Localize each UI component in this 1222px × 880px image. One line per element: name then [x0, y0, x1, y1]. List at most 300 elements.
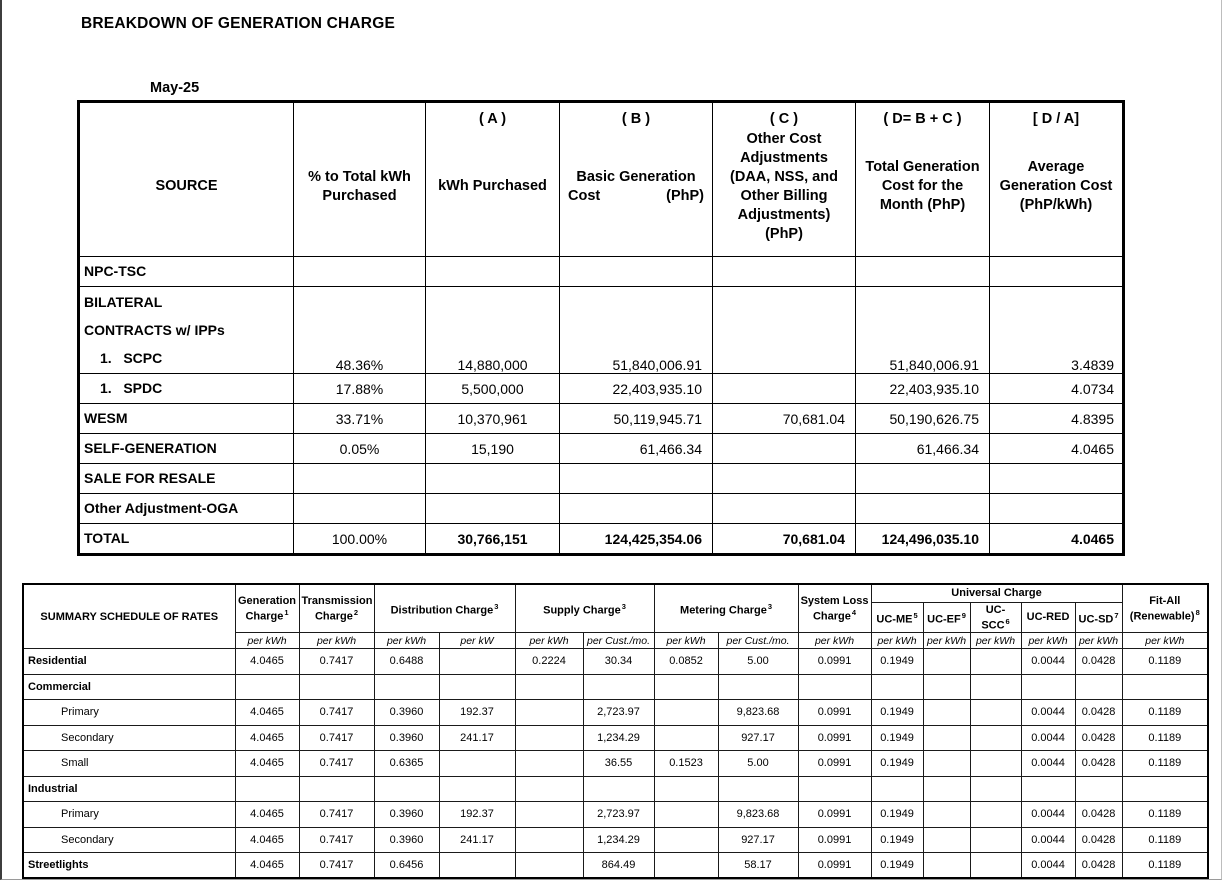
rate-value-cell: 0.0044 [1021, 700, 1075, 726]
other-cell: 70,681.04 [713, 404, 856, 434]
kwh-cell: 10,370,961 [426, 404, 560, 434]
col-label: Total Generation Cost for the Month (PhP) [865, 159, 980, 213]
rate-value-cell: 0.2224 [515, 649, 583, 675]
rate-value-cell: 4.0465 [235, 725, 299, 751]
rate-value-cell [515, 802, 583, 828]
rate-value-cell [1122, 776, 1208, 802]
rate-value-cell: 0.1949 [871, 853, 923, 879]
unit-cell: per kWh [970, 633, 1021, 649]
col-label: Metering Charge [680, 604, 767, 617]
rate-value-cell: 0.1189 [1122, 725, 1208, 751]
rate-value-cell: 0.7417 [299, 827, 374, 853]
pct-cell: 100.00% [294, 524, 426, 555]
col-label: UC-RED [1026, 611, 1070, 624]
basic-cell [560, 257, 713, 287]
rate-value-cell [439, 853, 515, 879]
col-tag: [ D / A] [1032, 110, 1080, 127]
unit-cell: per kWh [871, 633, 923, 649]
rate-value-cell: 0.7417 [299, 700, 374, 726]
rate-value-cell: 0.3960 [374, 802, 439, 828]
rate-value-cell: 927.17 [718, 827, 798, 853]
rate-value-cell: 0.0044 [1021, 649, 1075, 675]
other-cell: 70,681.04 [713, 524, 856, 555]
source-label: SALE FOR RESALE [84, 470, 216, 486]
other-cell [713, 464, 856, 494]
kwh-cell: 15,190 [426, 434, 560, 464]
rate-value-cell: 0.0428 [1075, 827, 1122, 853]
pct-cell: 48.36% [294, 287, 426, 374]
basic-cost-label-line1: Basic Generation [576, 168, 696, 185]
total-cell [856, 494, 990, 524]
period-label: May-25 [150, 80, 200, 96]
unit-cell: per kWh [374, 633, 439, 649]
rate-value-cell [654, 802, 718, 828]
other-cell [713, 494, 856, 524]
col-transmission-charge [299, 584, 374, 633]
source-cell [79, 524, 294, 555]
rate-value-cell [970, 700, 1021, 726]
col-label: Supply Charge [543, 604, 621, 617]
rate-value-cell: 0.1949 [871, 751, 923, 777]
generation-table-row [79, 287, 1124, 374]
rate-value-cell: 9,823.68 [718, 700, 798, 726]
pct-cell: 33.71% [294, 404, 426, 434]
rate-value-cell: 0.7417 [299, 802, 374, 828]
footnote-marker: 2 [353, 607, 359, 617]
col-generation-charge [235, 584, 299, 633]
total-cell [856, 257, 990, 287]
rate-value-cell: 0.3960 [374, 725, 439, 751]
rate-value-cell: 0.0428 [1075, 649, 1122, 675]
col-uc-ef [923, 602, 970, 633]
col-label: Generation Charge [237, 594, 297, 623]
col-tag: ( C ) [769, 110, 799, 127]
rate-value-cell [798, 776, 871, 802]
source-cell [79, 434, 294, 464]
kwh-cell [426, 494, 560, 524]
col-header-kwh-purchased [426, 102, 560, 257]
rate-value-cell: 0.1189 [1122, 853, 1208, 879]
other-cell [713, 287, 856, 374]
rate-value-cell: 5.00 [718, 751, 798, 777]
basic-cell: 61,466.34 [560, 434, 713, 464]
rate-value-cell: 0.1949 [871, 725, 923, 751]
col-tag [80, 104, 293, 130]
basic-cell [560, 494, 713, 524]
rate-value-cell [515, 827, 583, 853]
avg-cell [990, 257, 1124, 287]
rate-value-cell [374, 776, 439, 802]
rate-value-cell: 0.0044 [1021, 751, 1075, 777]
rate-value-cell [374, 674, 439, 700]
source-label: BILATERAL [84, 294, 163, 310]
col-label: Average Generation Cost (PhP/kWh) [999, 159, 1113, 213]
kwh-cell: 30,766,151 [426, 524, 560, 555]
total-cell: 22,403,935.10 [856, 374, 990, 404]
rate-value-cell [299, 674, 374, 700]
basic-cell: 124,425,354.06 [560, 524, 713, 555]
unit-cell: per kWh [235, 633, 299, 649]
rate-value-cell [970, 674, 1021, 700]
rate-value-cell: 0.7417 [299, 649, 374, 675]
rate-value-cell: 241.17 [439, 827, 515, 853]
rate-value-cell: 5.00 [718, 649, 798, 675]
rate-value-cell: 0.1189 [1122, 802, 1208, 828]
rate-class-label: Residential [23, 649, 235, 675]
unit-cell: per kWh [1075, 633, 1122, 649]
rate-value-cell [515, 776, 583, 802]
rate-value-cell [970, 751, 1021, 777]
avg-cell [990, 464, 1124, 494]
rate-value-cell: 0.0991 [798, 725, 871, 751]
rate-value-cell [923, 827, 970, 853]
basic-cost-label-php: (PhP) [666, 187, 704, 204]
source-label: 1. SPDC [100, 380, 163, 396]
rate-value-cell [235, 776, 299, 802]
rate-value-cell: 0.0991 [798, 827, 871, 853]
rate-value-cell: 0.7417 [299, 853, 374, 879]
rate-value-cell [923, 853, 970, 879]
rate-value-cell [515, 853, 583, 879]
rate-value-cell [1021, 776, 1075, 802]
rate-value-cell [515, 725, 583, 751]
rate-value-cell: 0.0428 [1075, 725, 1122, 751]
generation-table-row [79, 374, 1124, 404]
rate-value-cell [923, 649, 970, 675]
col-header-total-generation-cost [856, 102, 990, 257]
unit-cell: per kWh [1122, 633, 1208, 649]
rate-value-cell: 0.1189 [1122, 700, 1208, 726]
source-cell [79, 494, 294, 524]
col-header-source [79, 102, 294, 257]
col-metering-charge [654, 584, 798, 633]
col-group-universal-charge [871, 584, 1122, 602]
rate-class-label: Small [23, 751, 235, 777]
source-label: TOTAL [84, 530, 130, 546]
col-tag: ( D= B + C ) [883, 110, 962, 127]
rate-value-cell [515, 751, 583, 777]
basic-cost-label-cost: Cost [568, 187, 601, 204]
generation-table-row [79, 404, 1124, 434]
rate-value-cell: 0.0428 [1075, 751, 1122, 777]
rate-value-cell: 0.1523 [654, 751, 718, 777]
source-label: WESM [84, 410, 128, 426]
rate-class-label: Commercial [23, 674, 235, 700]
rate-value-cell [923, 776, 970, 802]
col-uc-me [871, 602, 923, 633]
rate-value-cell: 36.55 [583, 751, 654, 777]
rates-table-row [23, 802, 1208, 828]
col-label: UC-ME [876, 613, 913, 626]
rate-value-cell: 1,234.29 [583, 725, 654, 751]
pct-cell [294, 494, 426, 524]
rate-value-cell [970, 853, 1021, 879]
rate-value-cell [654, 853, 718, 879]
rate-value-cell [1075, 674, 1122, 700]
rate-value-cell [718, 776, 798, 802]
rate-value-cell: 0.6488 [374, 649, 439, 675]
col-label: kWh Purchased [438, 178, 547, 194]
rate-class-label: Primary [23, 802, 235, 828]
generation-table-row [79, 494, 1124, 524]
basic-cell: 22,403,935.10 [560, 374, 713, 404]
rate-value-cell: 4.0465 [235, 649, 299, 675]
rate-value-cell [515, 674, 583, 700]
rate-value-cell: 0.0428 [1075, 700, 1122, 726]
rate-value-cell: 0.1949 [871, 827, 923, 853]
rate-value-cell: 4.0465 [235, 751, 299, 777]
rate-value-cell: 0.0991 [798, 700, 871, 726]
total-cell [856, 464, 990, 494]
rate-class-label: Primary [23, 700, 235, 726]
rate-value-cell [970, 725, 1021, 751]
rate-value-cell [871, 674, 923, 700]
pct-cell [294, 257, 426, 287]
unit-cell: per kWh [515, 633, 583, 649]
source-label: NPC-TSC [84, 263, 147, 279]
rate-value-cell: 0.0044 [1021, 725, 1075, 751]
page-title: BREAKDOWN OF GENERATION CHARGE [81, 15, 395, 32]
rate-value-cell: 4.0465 [235, 853, 299, 879]
pct-cell: 0.05% [294, 434, 426, 464]
unit-cell: per kWh [654, 633, 718, 649]
source-label: 1. SCPC [100, 350, 163, 366]
rate-value-cell: 0.0991 [798, 802, 871, 828]
rate-value-cell: 0.7417 [299, 725, 374, 751]
rate-class-label: Streetlights [23, 853, 235, 879]
col-label: SOURCE [155, 178, 218, 194]
rate-value-cell: 9,823.68 [718, 802, 798, 828]
footnote-marker: 1 [284, 607, 289, 617]
total-cell: 61,466.34 [856, 434, 990, 464]
rate-value-cell [798, 674, 871, 700]
rates-table-body [23, 649, 1208, 879]
source-cell [79, 287, 294, 374]
total-cell: 51,840,006.91 [856, 287, 990, 374]
rate-value-cell: 0.1189 [1122, 751, 1208, 777]
other-cell [713, 257, 856, 287]
generation-charge-table [77, 100, 1125, 556]
col-system-loss-charge [798, 584, 871, 633]
total-cell: 50,190,626.75 [856, 404, 990, 434]
col-header-average-generation-cost [990, 102, 1124, 257]
rate-value-cell: 4.0465 [235, 827, 299, 853]
rate-value-cell [583, 776, 654, 802]
kwh-cell: 14,880,000 [426, 287, 560, 374]
col-uc-sd [1075, 602, 1122, 633]
rate-value-cell: 0.1949 [871, 649, 923, 675]
rate-value-cell [970, 776, 1021, 802]
rate-value-cell [439, 674, 515, 700]
rate-value-cell: 0.3960 [374, 827, 439, 853]
unit-cell: per Cust./mo. [718, 633, 798, 649]
col-label: System Loss Charge [800, 594, 869, 623]
rate-value-cell: 864.49 [583, 853, 654, 879]
col-header-other-cost-adjustments [713, 102, 856, 257]
rate-value-cell [654, 776, 718, 802]
rate-value-cell [970, 649, 1021, 675]
footnote-marker: 4 [851, 607, 857, 617]
source-cell [79, 374, 294, 404]
avg-cell: 4.0465 [990, 434, 1124, 464]
avg-cell: 4.0734 [990, 374, 1124, 404]
pct-cell [294, 464, 426, 494]
generation-table-row [79, 524, 1124, 555]
rate-value-cell [923, 751, 970, 777]
col-distribution-charge [374, 584, 515, 633]
avg-cell: 3.4839 [990, 287, 1124, 374]
rate-value-cell [583, 674, 654, 700]
rate-value-cell [970, 827, 1021, 853]
col-header-basic-generation-cost [560, 102, 713, 257]
rate-value-cell [1075, 776, 1122, 802]
col-tag [294, 104, 425, 130]
footnote-marker: 3 [494, 601, 499, 611]
col-label: UC-SCC [981, 603, 1006, 632]
footnote-marker: 7 [1114, 610, 1119, 620]
generation-table-row [79, 464, 1124, 494]
rate-value-cell: 0.7417 [299, 751, 374, 777]
rate-value-cell: 192.37 [439, 802, 515, 828]
footnote-marker: 6 [1005, 616, 1010, 626]
rate-value-cell: 0.1189 [1122, 649, 1208, 675]
rate-value-cell [923, 700, 970, 726]
col-tag: ( A ) [478, 110, 507, 127]
col-label [560, 130, 712, 256]
col-tag: ( B ) [621, 110, 651, 127]
rate-value-cell: 0.1949 [871, 700, 923, 726]
rates-table-row [23, 649, 1208, 675]
rate-value-cell: 2,723.97 [583, 802, 654, 828]
rates-table-row [23, 853, 1208, 879]
col-fit-all [1122, 584, 1208, 633]
rates-header-row-1 [23, 584, 1208, 602]
avg-cell: 4.0465 [990, 524, 1124, 555]
col-label: UC-EF [927, 613, 961, 626]
rate-value-cell [439, 751, 515, 777]
basic-cell: 50,119,945.71 [560, 404, 713, 434]
pct-cell: 17.88% [294, 374, 426, 404]
generation-table-row [79, 257, 1124, 287]
rate-value-cell: 0.0044 [1021, 802, 1075, 828]
kwh-cell: 5,500,000 [426, 374, 560, 404]
rate-value-cell: 0.0044 [1021, 853, 1075, 879]
rate-value-cell: 0.0428 [1075, 853, 1122, 879]
rate-value-cell [654, 700, 718, 726]
rate-value-cell [970, 802, 1021, 828]
unit-cell: per kWh [923, 633, 970, 649]
rate-class-label: Industrial [23, 776, 235, 802]
rate-value-cell [515, 700, 583, 726]
col-label: UC-SD [1078, 613, 1114, 626]
rate-value-cell [654, 725, 718, 751]
rate-class-label: Secondary [23, 827, 235, 853]
col-uc-scc [970, 602, 1021, 633]
rate-value-cell [871, 776, 923, 802]
footnote-marker: 3 [767, 601, 772, 611]
rates-table-row [23, 751, 1208, 777]
rate-value-cell: 241.17 [439, 725, 515, 751]
source-label: Other Adjustment-OGA [84, 500, 239, 516]
basic-cell: 51,840,006.91 [560, 287, 713, 374]
avg-cell: 4.8395 [990, 404, 1124, 434]
rate-value-cell [439, 776, 515, 802]
rate-value-cell [299, 776, 374, 802]
unit-cell: per kWh [1021, 633, 1075, 649]
rates-table-title: SUMMARY SCHEDULE OF RATES [23, 584, 235, 649]
col-label: Other Cost Adjustments (DAA, NSS, and Other Billing Adjustments) (PhP) [730, 130, 838, 242]
source-label: CONTRACTS w/ IPPs [84, 322, 225, 338]
rates-table-row [23, 776, 1208, 802]
rate-value-cell: 4.0465 [235, 802, 299, 828]
rate-value-cell: 0.0428 [1075, 802, 1122, 828]
col-supply-charge [515, 584, 654, 633]
rates-table-row [23, 725, 1208, 751]
col-label: Distribution Charge [390, 604, 494, 617]
other-cell [713, 434, 856, 464]
avg-cell [990, 494, 1124, 524]
generation-table-row [79, 434, 1124, 464]
rate-value-cell: 927.17 [718, 725, 798, 751]
unit-cell: per Cust./mo. [583, 633, 654, 649]
rate-value-cell: 0.0044 [1021, 827, 1075, 853]
footnote-marker: 5 [913, 610, 918, 620]
unit-cell: per kWh [798, 633, 871, 649]
rate-value-cell: 0.0991 [798, 649, 871, 675]
rate-value-cell: 0.1949 [871, 802, 923, 828]
rate-class-label: Secondary [23, 725, 235, 751]
rate-value-cell [1021, 674, 1075, 700]
col-label: Fit-All (Renewable) [1129, 594, 1195, 623]
rate-value-cell [654, 827, 718, 853]
col-label: % to Total kWh Purchased [308, 168, 411, 204]
col-header-pct-total-kwh [294, 102, 426, 257]
rate-value-cell: 58.17 [718, 853, 798, 879]
rates-table-row [23, 700, 1208, 726]
source-cell [79, 257, 294, 287]
col-uc-red [1021, 602, 1075, 633]
footnote-marker: 8 [1195, 607, 1200, 617]
source-cell [79, 464, 294, 494]
unit-cell: per kWh [299, 633, 374, 649]
generation-table-body [79, 257, 1124, 555]
footnote-marker: 3 [621, 601, 626, 611]
rate-value-cell: 4.0465 [235, 700, 299, 726]
basic-cell [560, 464, 713, 494]
generation-header-row [79, 102, 1124, 257]
source-label: SELF-GENERATION [84, 440, 217, 456]
rates-table-row [23, 827, 1208, 853]
rate-value-cell [718, 674, 798, 700]
col-label: Universal Charge [951, 587, 1042, 600]
other-cell [713, 374, 856, 404]
footnote-marker: 9 [961, 610, 966, 620]
kwh-cell [426, 257, 560, 287]
rate-value-cell: 30.34 [583, 649, 654, 675]
rate-value-cell: 0.3960 [374, 700, 439, 726]
rate-value-cell [923, 725, 970, 751]
rate-value-cell: 2,723.97 [583, 700, 654, 726]
rate-value-cell: 0.1189 [1122, 827, 1208, 853]
rates-table-row [23, 674, 1208, 700]
rate-value-cell [654, 674, 718, 700]
rate-value-cell: 0.0991 [798, 751, 871, 777]
rate-value-cell [923, 674, 970, 700]
unit-cell: per kW [439, 633, 515, 649]
rate-value-cell: 1,234.29 [583, 827, 654, 853]
source-cell [79, 404, 294, 434]
rate-value-cell: 0.6456 [374, 853, 439, 879]
